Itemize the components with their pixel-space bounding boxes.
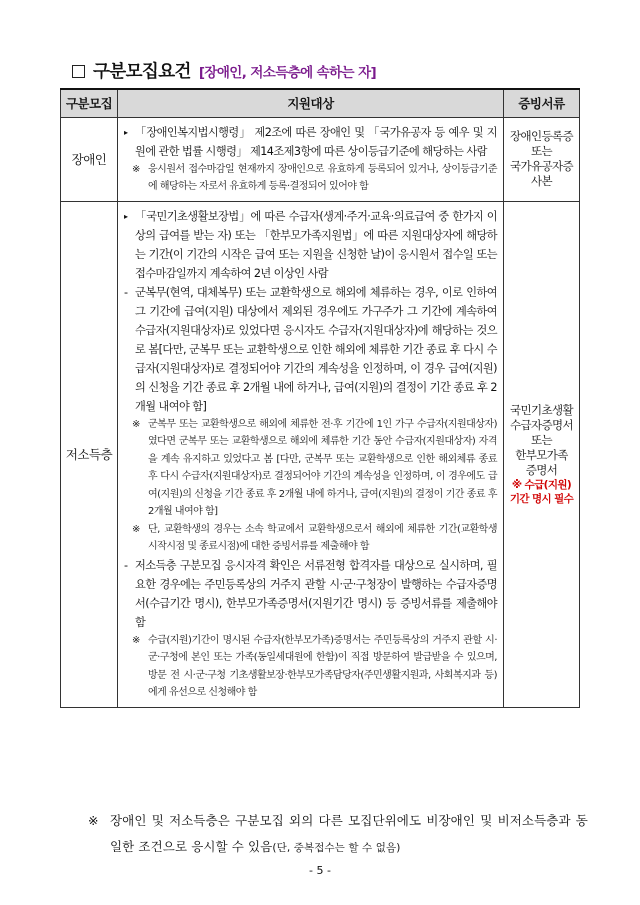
reference-mark-icon: ※ bbox=[88, 813, 99, 828]
triangle-bullet-icon: ▸ bbox=[124, 211, 128, 221]
dash-bullet: - bbox=[124, 285, 128, 299]
section-title: 구분모집요건 bbox=[93, 62, 191, 82]
required-period-note: ※ 수급(지원) bbox=[511, 478, 572, 491]
reference-mark-icon: ※ bbox=[132, 523, 140, 535]
table-row-disabled bbox=[61, 117, 580, 201]
section-heading bbox=[72, 58, 376, 83]
header-documents: 증빙서류 bbox=[504, 89, 580, 117]
dash-bullet: - bbox=[124, 558, 128, 572]
note-item: ※ 수급(지원)기간이 명시된 수급자(한부모가족)증명서는 주민등록상의 거주지 관할 시·군·구청에 본인 또는 가족(동일세대원에 한함)이 직접 방문하여 발급받을 수 있으며, 방문 전 시·군·구청 기초생활보장·한부모가족담당자(주민생활지원과, 사회복지과 등)에게 유선으로 신청해야 함 bbox=[124, 632, 497, 702]
footnote-text: 장애인 및 저소득층은 구분모집 외의 다른 모집단위에도 비장애인 및 비저소득층과 동일한 조건으로 응시할 수 있음 bbox=[110, 813, 588, 854]
dash-item: - 저소득층 구분모집 응시자격 확인은 서류전형 합격자를 대상으로 실시하며, 필요한 경우에는 주민등록상의 거주지 관할 시·군·구청장이 발행하는 수급자증명서(수급기간 명시), 한부모가족증명서(지원기간 명시) 등 증빙서류를 제출해야 함 bbox=[124, 556, 497, 632]
required-period-note: 기간 명시 필수 bbox=[509, 492, 574, 505]
dash-item: - 군복무(현역, 대체복무) 또는 교환학생으로 해외에 체류하는 경우, 이로 인하여 그 기간에 급여(지원) 대상에서 제외된 경우에도 가구주가 그 기간에 계속하여 수급자(지원대상자)로 있었다면 응시자도 수급자(지원대상자)에 해당하는 것으로 봄[다만, 군복무 또는 교환학생으로 인한 해외에 체류한 기간 종료 후 다시 수급자(지원대상자)로 결정되어야 기간의 계속성을 인정하며, 이 경우 급여(지원)의 신청을 기간 종료 후 2개월 내에 하거나, 급여(지원)의 결정이 기간 종료 후 2개월 내여야 함] bbox=[124, 283, 497, 416]
eligibility-disabled bbox=[118, 117, 504, 201]
list-item: ▸ 「장애인복지법시행령」 제2조에 따른 장애인 및 「국가유공자 등 예우 및 지원에 관한 법률 시행령」 제14조제3항에 따른 상이등급기준에 해당하는 사람 bbox=[124, 123, 497, 161]
reference-mark-icon: ※ bbox=[132, 418, 140, 430]
table-header-row bbox=[61, 89, 580, 117]
eligibility-low-income bbox=[118, 201, 504, 707]
category-disabled: 장애인 bbox=[61, 117, 118, 201]
requirements-table bbox=[60, 88, 580, 708]
note-item: ※ 군복무 또는 교환학생으로 해외에 체류한 전·후 기간에 1인 가구 수급자(지원대상자)였다면 군복무 또는 교환학생으로 해외에 체류한 기간 동안 수급자(지원대상자) 자격을 계속 유지하고 있었다고 봄 [다만, 군복무 또는 교환학생으로 인한 해외체류 종료 후 다시 수급자(지원대상자)로 결정되어야 기간의 계속성을 인정하며, 이 경우에도 급여(지원)의 신청을 기간 종료 후 2개월 내에 하거나, 급여(지원)의 결정이 기간 종료 후 2개월 내여야 함] bbox=[124, 416, 497, 521]
note-item: ※ 단, 교환학생의 경우는 소속 학교에서 교환학생으로서 해외에 체류한 기간(교환학생 시작시점 및 종료시점)에 대한 증빙서류를 제출해야 함 bbox=[124, 521, 497, 556]
page-number: - 5 - bbox=[309, 864, 331, 877]
reference-mark-icon: ※ bbox=[132, 634, 140, 646]
documents-low-income: 국민기초생활 수급자증명서 또는 한부모가족 증명서 ※ 수급(지원) 기간 명시 필수 bbox=[504, 201, 580, 707]
category-low-income: 저소득층 bbox=[61, 201, 118, 707]
reference-mark-icon: ※ bbox=[132, 163, 140, 175]
list-item: ▸ 「국민기초생활보장법」에 따른 수급자(생계·주거·교육·의료급여 중 한가지 이상의 급여를 받는 자) 또는 「한부모가족지원법」에 따른 지원대상자에 해당하는 기간(이 기간의 시작은 급여 또는 지원을 신청한 날)이 응시원서 접수일 또는 접수마감일까지 계속하여 2년 이상인 사람 bbox=[124, 207, 497, 283]
note-item: ※ 응시원서 접수마감일 현재까지 장애인으로 유효하게 등록되어 있거나, 상이등급기준에 해당하는 자로서 유효하게 등록·결정되어 있어야 함 bbox=[124, 161, 497, 196]
footnote-small: (단, 중복접수는 할 수 없음) bbox=[272, 842, 401, 854]
section-subtitle: [장애인, 저소득층에 속하는 자] bbox=[198, 65, 377, 81]
triangle-bullet-icon: ▸ bbox=[124, 127, 128, 137]
footnote bbox=[88, 808, 588, 861]
table-row-low-income bbox=[61, 201, 580, 707]
checkbox-square-icon bbox=[72, 65, 85, 78]
header-category: 구분모집 bbox=[61, 89, 118, 117]
documents-disabled: 장애인등록증 또는 국가유공자증 사본 bbox=[504, 117, 580, 201]
header-eligibility: 지원대상 bbox=[118, 89, 504, 117]
